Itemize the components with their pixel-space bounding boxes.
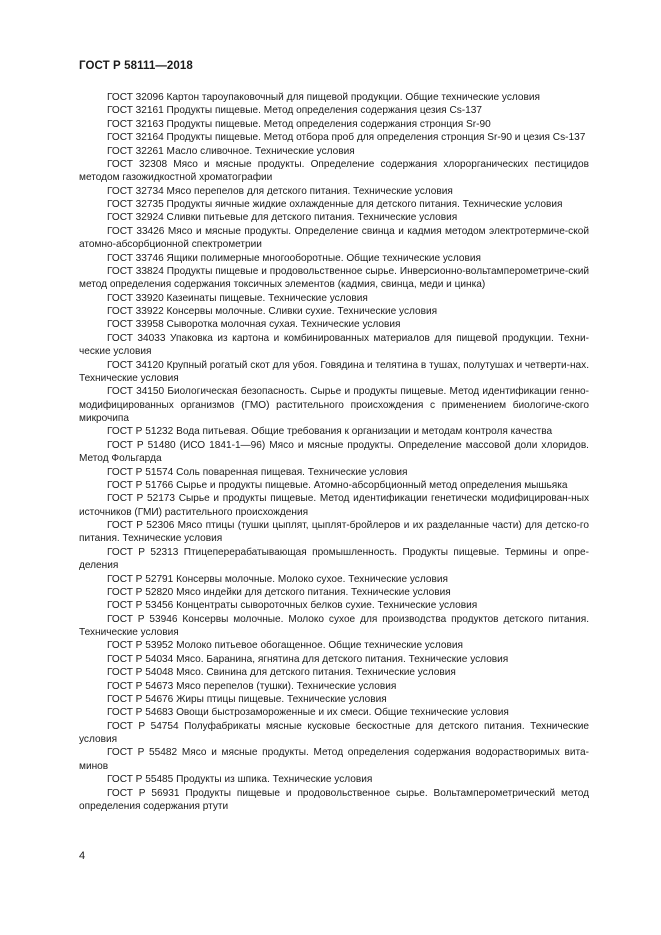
reference-item: ГОСТ 32163 Продукты пищевые. Метод определения содержания стронция Sr-90 (107, 118, 491, 130)
reference-item: ГОСТ Р 54048 Мясо. Свинина для детского питания. Технические условия (107, 667, 456, 679)
reference-item: ГОСТ 34033 Упаковка из картона и комбинированных материалов для пищевой продукции. Техни-ческие условия (79, 332, 589, 358)
reference-item: ГОСТ Р 55485 Продукты из шпика. Технические условия (107, 774, 373, 786)
reference-item: ГОСТ 32164 Продукты пищевые. Метод отбора проб для определения стронция Sr-90 и цезия Cs-137 (107, 132, 586, 144)
reference-item: ГОСТ 33922 Консервы молочные. Сливки сухие. Технические условия (107, 306, 438, 317)
reference-item: ГОСТ 33426 Мясо и мясные продукты. Определение свинца и кадмия методом электротермиче-ской атомно-абсорбционной спектрометрии (79, 225, 589, 251)
reference-item: ГОСТ Р 53946 Консервы молочные. Молоко сухое для производства продуктов детского питания. Технические условия (79, 613, 589, 638)
reference-item: ГОСТ Р 51574 Соль поваренная пищевая. Технические условия (107, 466, 408, 478)
reference-item: ГОСТ Р 52173 Сырье и продукты пищевые. Метод идентификации генетически модифицирован-ных источников (ГМИ) растительного происхождения (79, 493, 589, 518)
reference-item: ГОСТ 34120 Крупный рогатый скот для убоя. Говядина и телятина в тушах, полутушах и четверти-нах. Технические условия (79, 359, 589, 384)
reference-item: ГОСТ 33920 Казеинаты пищевые. Технические условия (107, 292, 368, 304)
reference-item: ГОСТ 32735 Продукты яичные жидкие охлажденные для детского питания. Технические условия (107, 199, 563, 210)
reference-item: ГОСТ Р 53456 Концентраты сывороточных белков сухие. Технические условия (107, 600, 478, 612)
reference-item: ГОСТ 32161 Продукты пищевые. Метод определения содержания цезия Cs-137 (107, 105, 482, 117)
document-header: ГОСТ Р 58111—2018 (79, 60, 193, 72)
reference-item: ГОСТ 32261 Масло сливочное. Технические условия (107, 145, 355, 157)
reference-item: ГОСТ Р 56931 Продукты пищевые и продовольственное сырье. Вольтамперометрический метод определения содержания ртути (79, 787, 589, 812)
reference-item: ГОСТ Р 51480 (ИСО 1841-1—96) Мясо и мясные продукты. Определение массовой доли хлоридов. Метод Фольгарда (79, 439, 589, 465)
reference-item: ГОСТ Р 52791 Консервы молочные. Молоко сухое. Технические условия (107, 573, 448, 585)
reference-item: ГОСТ Р 52306 Мясо птицы (тушки цыплят, цыплят-бройлеров и их разделанные части) для детско-го питания. Технические условия (79, 520, 589, 545)
reference-item: ГОСТ Р 52820 Мясо индейки для детского питания. Технические условия (107, 586, 451, 598)
reference-item: ГОСТ Р 54683 Овощи быстрозамороженные и их смеси. Общие технические условия (107, 707, 509, 719)
page-number: 4 (79, 850, 86, 862)
reference-item: ГОСТ Р 53952 Молоко питьевое обогащенное. Общие технические условия (107, 640, 463, 652)
reference-item: ГОСТ Р 52313 Птицеперерабатывающая промышленность. Продукты пищевые. Термины и опре-деления (79, 546, 589, 572)
reference-item: ГОСТ Р 51232 Вода питьевая. Общие требования к организации и методам контроля качества (107, 426, 553, 438)
reference-item: ГОСТ 32924 Сливки питьевые для детского питания. Технические условия (107, 212, 458, 224)
reference-item: ГОСТ Р 51766 Сырье и продукты пищевые. Атомно-абсорбционный метод определения мышьяка (107, 479, 568, 491)
reference-item: ГОСТ Р 55482 Мясо и мясные продукты. Метод определения содержания водорастворимых вита-минов (79, 747, 589, 772)
reference-item: ГОСТ 32734 Мясо перепелов для детского питания. Технические условия (107, 185, 453, 197)
reference-item: ГОСТ 34150 Биологическая безопасность. Сырье и продукты пищевые. Метод идентификации генно-модифицированных организмов (ГМО) растительного происхождения с применением биологиче-ского микрочипа (79, 386, 589, 424)
reference-item: ГОСТ 33746 Ящики полимерные многооборотные. Общие технические условия (107, 252, 481, 264)
reference-item: ГОСТ Р 54034 Мясо. Баранина, ягнятина для детского питания. Технические условия (107, 653, 509, 665)
normative-references-list (79, 91, 589, 813)
reference-item: ГОСТ Р 54673 Мясо перепелов (тушки). Технические условия (107, 680, 397, 692)
reference-item: ГОСТ Р 54754 Полуфабрикаты мясные кусковые бескостные для детского питания. Технические условия (79, 720, 589, 745)
reference-item: ГОСТ 32308 Мясо и мясные продукты. Определение содержания хлорорганических пестицидов методом газожидкостной хроматографии (79, 158, 589, 184)
reference-item: ГОСТ 33824 Продукты пищевые и продовольственное сырье. Инверсионно-вольтамперометриче-ский метод определения содержания токсичных элементов (кадмия, свинца, меди и цинка) (79, 265, 589, 291)
reference-item: ГОСТ 32096 Картон тароупаковочный для пищевой продукции. Общие технические условия (107, 92, 540, 103)
reference-item: ГОСТ 33958 Сыворотка молочная сухая. Технические условия (107, 319, 401, 331)
reference-item: ГОСТ Р 54676 Жиры птицы пищевые. Технические условия (107, 693, 387, 705)
